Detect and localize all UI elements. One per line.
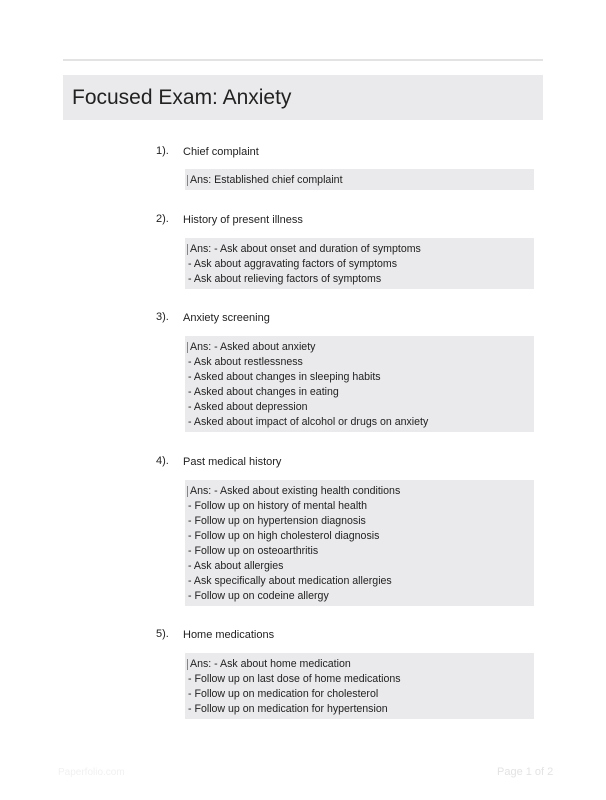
answer-line: - Follow up on last dose of home medications (188, 673, 401, 685)
answer-box (185, 336, 534, 432)
answer-line: Ans: - Ask about home medication (188, 657, 534, 672)
answer-line: - Asked about changes in sleeping habits (188, 371, 381, 383)
answer-line: - Asked about depression (188, 401, 308, 413)
question-number: 3). (156, 311, 169, 323)
question-title: History of present illness (183, 214, 303, 226)
answer-box (185, 653, 534, 719)
answer-line: - Ask about restlessness (188, 356, 303, 368)
answer-line: - Follow up on medication for hypertension (188, 703, 388, 715)
answer-line: - Ask specifically about medication allergies (188, 575, 392, 587)
answer-line: Ans: Established chief complaint (188, 173, 534, 188)
question-number: 2). (156, 213, 169, 225)
question-title: Anxiety screening (183, 312, 270, 324)
answer-line: Ans: - Asked about existing health conditions (188, 484, 534, 499)
question-number: 4). (156, 455, 169, 467)
answer-line: - Follow up on osteoarthritis (188, 545, 319, 557)
question-title: Past medical history (183, 456, 282, 468)
answer-box (185, 238, 534, 289)
answer-box (185, 480, 534, 606)
answer-line: - Asked about impact of alcohol or drugs on anxiety (188, 416, 429, 428)
answer-box (185, 169, 534, 190)
answer-line: Ans: - Ask about onset and duration of symptoms (188, 242, 534, 257)
answer-line: - Follow up on history of mental health (188, 500, 368, 512)
answer-line: - Follow up on codeine allergy (188, 590, 329, 602)
answer-line: - Follow up on medication for cholesterol (188, 688, 379, 700)
answer-line: - Ask about aggravating factors of symptoms (188, 258, 398, 270)
answer-line: - Ask about relieving factors of symptoms (188, 273, 382, 285)
answer-line: - Asked about changes in eating (188, 386, 339, 398)
answer-line: Ans: - Asked about anxiety (188, 340, 534, 355)
page-indicator: Page 1 of 2 (497, 766, 554, 778)
question-number: 1). (156, 145, 169, 157)
footer-source-text: Paperfolio.com (58, 767, 125, 778)
answer-line: - Follow up on high cholesterol diagnosis (188, 530, 380, 542)
page-title: Focused Exam: Anxiety (72, 86, 292, 109)
answer-line: - Follow up on hypertension diagnosis (188, 515, 366, 527)
question-title: Home medications (183, 629, 275, 641)
title-banner (63, 75, 543, 120)
question-number: 5). (156, 628, 169, 640)
top-divider (63, 59, 543, 61)
question-title: Chief complaint (183, 146, 259, 158)
answer-line: - Ask about allergies (188, 560, 284, 572)
